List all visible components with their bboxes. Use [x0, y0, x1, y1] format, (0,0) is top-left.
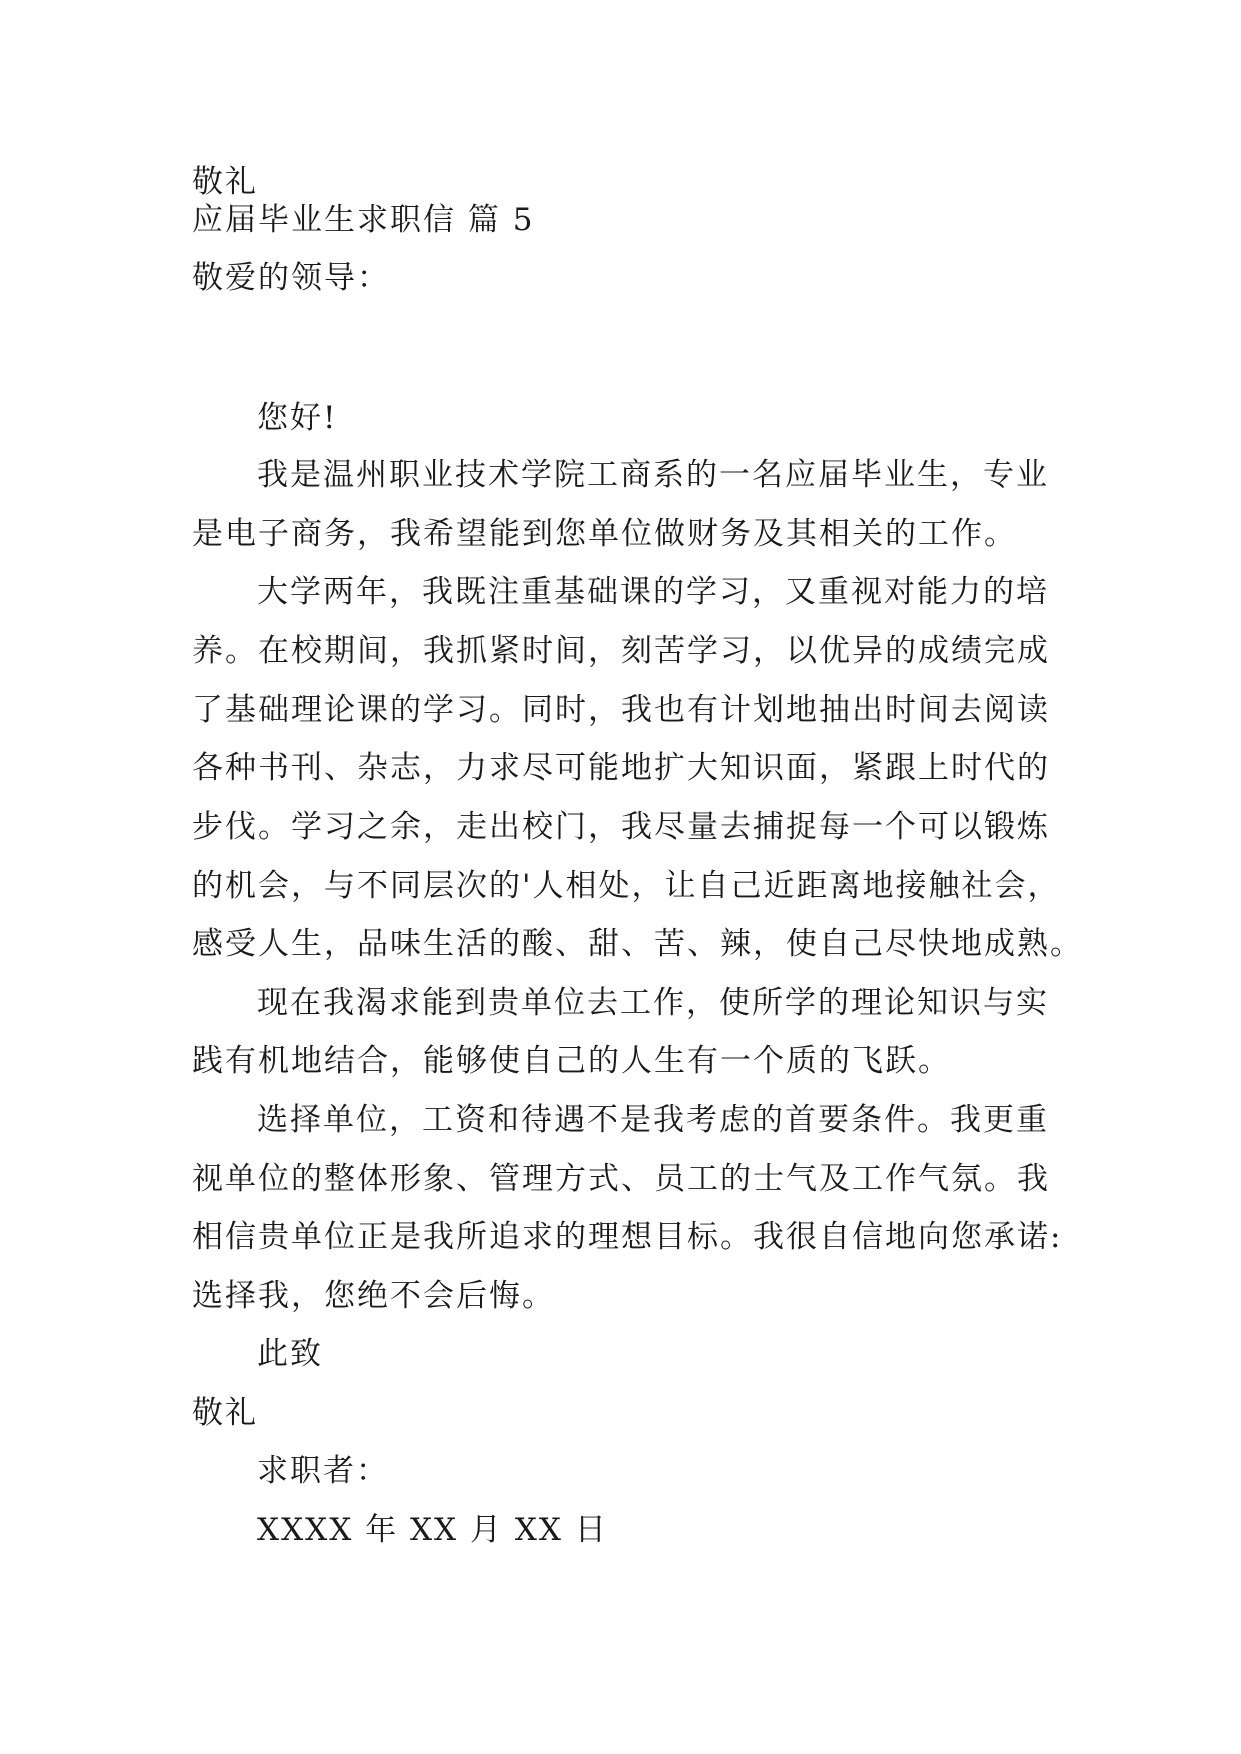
salutation: 敬爱的领导： — [192, 260, 390, 296]
letter-title: 应届毕业生求职信 篇 5 — [192, 202, 535, 238]
paragraph-4-line-3: 相信贵单位正是我所追求的理想目标。我很自信地向您承诺: — [192, 1219, 1063, 1255]
paragraph-4-line-2: 视单位的整体形象、管理方式、员工的士气及工作气氛。我 — [192, 1161, 1050, 1197]
paragraph-2-line-6: 的机会，与不同层次的'人相处，让自己近距离地接触社会， — [192, 868, 1061, 904]
paragraph-1-line-2: 是电子商务，我希望能到您单位做财务及其相关的工作。 — [192, 516, 1017, 552]
paragraph-2-line-4: 各种书刊、杂志，力求尽可能地扩大知识面，紧跟上时代的 — [192, 750, 1050, 786]
paragraph-2-line-2: 养。在校期间，我抓紧时间，刻苦学习，以优异的成绩完成 — [192, 633, 1050, 669]
paragraph-1-line-1: 我是温州职业技术学院工商系的一名应届毕业生，专业 — [257, 457, 1049, 493]
greeting: 您好! — [257, 400, 338, 436]
closing-line-top: 敬礼 — [192, 164, 258, 200]
paragraph-2-line-7: 感受人生，品味生活的酸、甜、苦、辣，使自己尽快地成熟。 — [192, 926, 1083, 962]
paragraph-2-line-3: 了基础理论课的学习。同时，我也有计划地抽出时间去阅读 — [192, 692, 1050, 728]
paragraph-2-line-5: 步伐。学习之余，走出校门，我尽量去捕捉每一个可以锻炼 — [192, 809, 1050, 845]
closing-jingli: 敬礼 — [192, 1395, 258, 1431]
closing-cizhi: 此致 — [257, 1336, 323, 1372]
applicant-signature: 求职者： — [257, 1453, 389, 1489]
paragraph-3-line-1: 现在我渴求能到贵单位去工作，使所学的理论知识与实 — [257, 985, 1049, 1021]
paragraph-4-line-1: 选择单位，工资和待遇不是我考虑的首要条件。我更重 — [257, 1102, 1049, 1138]
paragraph-4-line-4: 选择我，您绝不会后悔。 — [192, 1278, 555, 1314]
paragraph-3-line-2: 践有机地结合，能够使自己的人生有一个质的飞跃。 — [192, 1043, 951, 1079]
paragraph-2-line-1: 大学两年，我既注重基础课的学习，又重视对能力的培 — [257, 574, 1049, 610]
letter-date: XXXX 年 XX 月 XX 日 — [257, 1512, 608, 1548]
